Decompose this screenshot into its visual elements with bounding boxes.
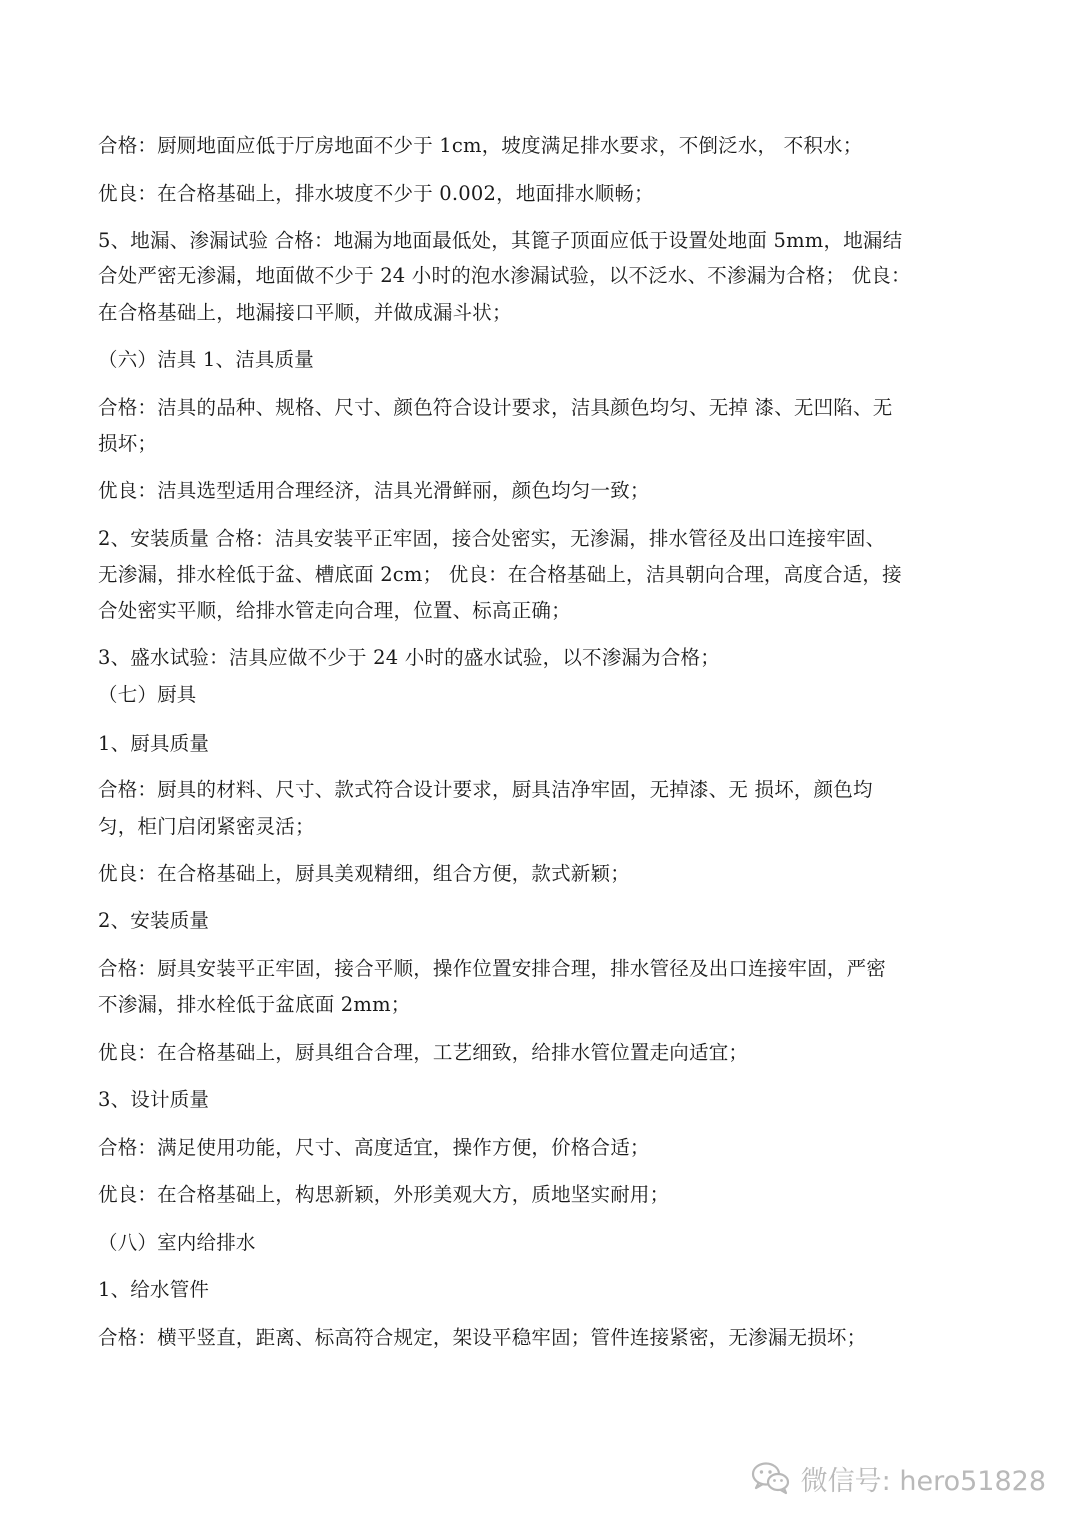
text-line: 在合格基础上，地漏接口平顺，并做成漏斗状； bbox=[98, 301, 512, 324]
text-line: 3、盛水试验：洁具应做不少于 24 小时的盛水试验，以不渗漏为合格； bbox=[98, 646, 720, 669]
text-line: 优良：在合格基础上，厨具美观精细，组合方便，款式新颖； bbox=[98, 862, 630, 885]
text-line: 合格：洁具的品种、规格、尺寸、颜色符合设计要求，洁具颜色均匀、无掉 漆、无凹陷、无 bbox=[98, 396, 893, 419]
text-line: 合格：满足使用功能，尺寸、高度适宜，操作方便，价格合适； bbox=[98, 1136, 650, 1159]
text-line: 优良：洁具选型适用合理经济，洁具光滑鲜丽，颜色均匀一致； bbox=[98, 479, 650, 502]
text-line: （七）厨具 bbox=[98, 683, 197, 706]
text-line: 2、安装质量 bbox=[98, 909, 210, 932]
text-line: 合格：横平竖直，距离、标高符合规定，架设平稳牢固；管件连接紧密，无渗漏无损坏； bbox=[98, 1326, 867, 1349]
text-line: 2、安装质量 合格：洁具安装平正牢固，接合处密实，无渗漏，排水管径及出口连接牢固、 bbox=[98, 527, 886, 550]
text-line: 合格：厨具安装平正牢固，接合平顺，操作位置安排合理，排水管径及出口连接牢固，严密 bbox=[98, 957, 887, 980]
wechat-icon bbox=[751, 1461, 791, 1495]
text-line: 5、地漏、渗漏试验 合格：地漏为地面最低处，其篦子顶面应低于设置处地面 5mm，地漏结 bbox=[98, 229, 903, 252]
text-line: 1、给水管件 bbox=[98, 1278, 210, 1301]
text-line: 匀，柜门启闭紧密灵活； bbox=[98, 815, 315, 838]
text-line: 优良：在合格基础上，排水坡度不少于 0.002，地面排水顺畅； bbox=[98, 182, 654, 205]
text-line: 合处严密无渗漏，地面做不少于 24 小时的泡水渗漏试验，以不泛水、不渗漏为合格； 优良： bbox=[98, 264, 911, 287]
text-line: 损坏； bbox=[98, 432, 158, 455]
watermark-text: 微信号: hero51828 bbox=[800, 1465, 1046, 1497]
text-line: （八）室内给排水 bbox=[98, 1231, 256, 1254]
text-line: 3、设计质量 bbox=[98, 1088, 210, 1111]
text-line: 1、厨具质量 bbox=[98, 732, 210, 755]
text-line: 不渗漏，排水栓低于盆底面 2mm； bbox=[98, 993, 411, 1016]
text-line: 合格：厨具的材料、尺寸、款式符合设计要求，厨具洁净牢固，无掉漆、无 损坏，颜色均 bbox=[98, 778, 873, 801]
watermark bbox=[751, 1458, 1046, 1498]
text-line: 无渗漏，排水栓低于盆、槽底面 2cm； 优良：在合格基础上，洁具朝向合理，高度合适，接 bbox=[98, 563, 902, 586]
text-line: 优良：在合格基础上，厨具组合合理，工艺细致，给排水管位置走向适宜； bbox=[98, 1041, 749, 1064]
text-line: 合格：厨厕地面应低于厅房地面不少于 1cm，坡度满足排水要求，不倒泛水， 不积水； bbox=[98, 134, 863, 157]
text-line: 合处密实平顺，给排水管走向合理，位置、标高正确； bbox=[98, 599, 571, 622]
text-line: （六）洁具 1、洁具质量 bbox=[98, 348, 315, 371]
text-line: 优良：在合格基础上，构思新颖，外形美观大方，质地坚实耐用； bbox=[98, 1183, 670, 1206]
